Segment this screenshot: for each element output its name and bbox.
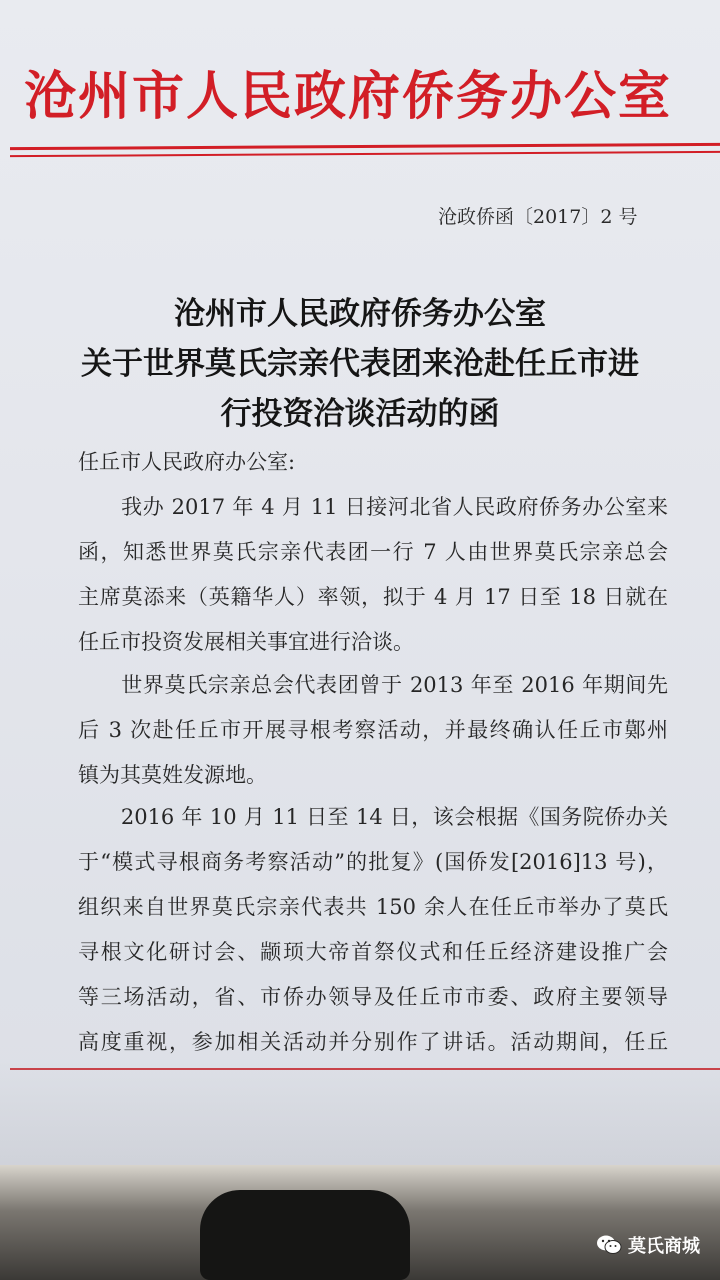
document-title-line-2: 关于世界莫氏宗亲代表团来沧赴任丘市进 bbox=[81, 346, 639, 382]
paragraph-2 bbox=[78, 663, 668, 798]
document-number: 沧政侨函〔2017〕2 号 bbox=[438, 206, 638, 228]
paragraph-1 bbox=[78, 485, 668, 665]
paragraph-line: 寻根文化研讨会、颛顼大帝首祭仪式和任丘经济建设推广会 bbox=[78, 940, 668, 964]
watermark-text: 莫氏商城 bbox=[628, 1236, 700, 1257]
letterhead-title: 沧州市人民政府侨务办公室 bbox=[24, 66, 673, 127]
document-title-line-3: 行投资洽谈活动的函 bbox=[220, 396, 500, 432]
paragraph-line: 高度重视，参加相关活动并分别作了讲话。活动期间，任丘 bbox=[78, 1030, 668, 1054]
salutation: 任丘市人民政府办公室: bbox=[78, 450, 296, 474]
paragraph-line: 于“模式寻根商务考察活动”的批复》(国侨发[2016]13 号)， bbox=[78, 850, 668, 874]
watermark bbox=[596, 1232, 700, 1258]
paragraph-line: 世界莫氏宗亲总会代表团曾于 2013 年至 2016 年期间先 bbox=[78, 673, 668, 697]
paragraph-line: 组织来自世界莫氏宗亲代表共 150 余人在任丘市举办了莫氏 bbox=[78, 895, 668, 919]
paragraph-line: 任丘市投资发展相关事宜进行洽谈。 bbox=[78, 630, 414, 654]
document-title-line-1: 沧州市人民政府侨务办公室 bbox=[174, 296, 546, 332]
paragraph-line: 后 3 次赴任丘市开展寻根考察活动，并最终确认任丘市鄚州 bbox=[78, 718, 668, 742]
wechat-icon bbox=[596, 1234, 622, 1256]
paragraph-line: 等三场活动，省、市侨办领导及任丘市市委、政府主要领导 bbox=[78, 985, 668, 1009]
paragraph-line: 镇为其莫姓发源地。 bbox=[78, 763, 267, 787]
paragraph-line: 主席莫添来（英籍华人）率领，拟于 4 月 17 日至 18 日就在 bbox=[78, 585, 668, 609]
paragraph-line: 函，知悉世界莫氏宗亲代表团一行 7 人由世界莫氏宗亲总会 bbox=[78, 540, 668, 564]
paragraph-3 bbox=[78, 795, 668, 1065]
letterhead-rule-thick bbox=[10, 143, 720, 150]
paper-shadow bbox=[0, 1060, 720, 1165]
paragraph-line: 我办 2017 年 4 月 11 日接河北省人民政府侨务办公室来 bbox=[78, 495, 668, 519]
letterhead-rule-thin bbox=[10, 151, 720, 157]
paragraph-line: 2016 年 10 月 11 日至 14 日，该会根据《国务院侨办关 bbox=[78, 805, 668, 829]
shoe-shadow bbox=[200, 1190, 410, 1280]
